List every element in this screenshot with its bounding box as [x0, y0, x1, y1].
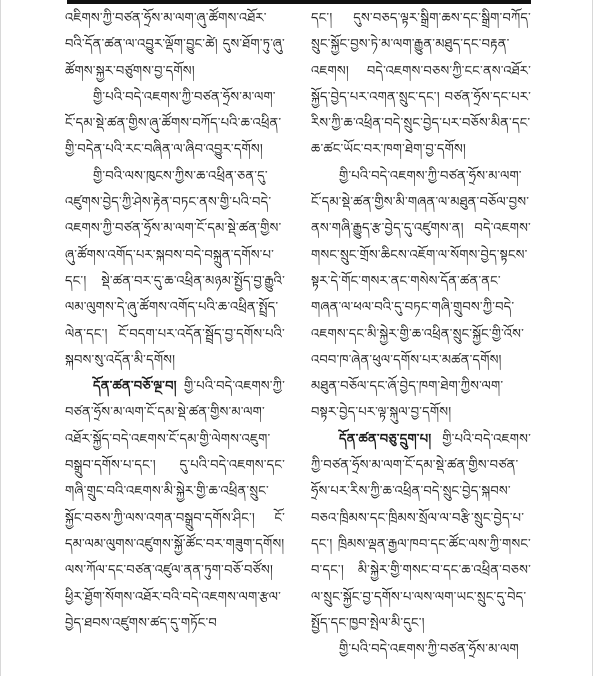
- paragraph: དང་། དུས་བཅད་ལྟར་སྒྲིག་ཆས་དང་སྒྲིག་བཀོད་སྲུང་སྐྱོང་བྱས་ཏེ་མ་ལག་རྒྱུན་མཐུད་དང་བརྟན་འཇགས། བདེ་འཇགས་བཅས་ཀྱི་ངང་ནས་འཐོར་སྐྱོད་བྱེད་པར་འགན་སྲུང་དང་། བཙན་ཧྲོས་དང་པར་རིས་ཀྱི་ཆ་འཕྲིན་བདེ་སྲུང་བྱེད་པར་བཅོས་མིན་དང་ཆ་ཚང་ཡོང་བར་ཁག་ཐེག་བྱ་དགོས།: [311, 11, 531, 158]
- paragraph: [65, 374, 285, 637]
- article-heading: དོན་ཚན་བཅོ་ལྔ་བ།: [93, 379, 184, 395]
- paragraph: གྱི་པའི་བདེ་འཇགས་ཀྱི་བཙན་ཧྲོས་མ་ལག་ངོ་དམ་སྡེ་ཚན་གྱིས་ཞུ་ཚོགས་བཀོད་པའི་ཆ་འཕྲིན་གྱི་བདེན་པའི་རང་བཞིན་ལ་ཞིབ་འབྱུར་དགོས།: [65, 89, 282, 158]
- article-heading: དོན་ཚན་བཅུ་དྲུག་པ།: [339, 431, 443, 447]
- paragraph: གྱི་པའི་བདེ་འཇགས་ཀྱི་བཙན་ཧྲོས་མ་ལག: [339, 642, 519, 658]
- top-rule: [67, 0, 531, 4]
- article-body: གྱི་པའི་བདེ་འཇགས་ཀྱི་བཙན་ཧྲོས་མ་ལག་ངོ་དམ་སྡེ་ཚན་གྱིས་མ་ལག་འཐོར་སྐྱོད་བདེ་འཇགས་ངོ་དམ་གྱི་ལེགས་འཇུག་བསྒྲུབ་དགོས་པ་དང་། དུ་པའི་བདེ་འཇགས་དང་གཞི་གྲུང་བའི་འཇགས་མི་སྐྱེར་གྱི་ཆ་འཕྲིན་སྲུང་སྐྱོང་བཅས་ཀྱི་ལས་འགན་བསྒྲུབ་དགོས་ཤིང་། ངོ་དམ་ལམ་ལུགས་འཛུགས་སྐྱོ་ཚོང་བར་གཟུག་དགོས། ལས་ཀོལ་དང་བཙན་འཛུལ་ནན་ཏུག་བཅོ་བཙོས། ཕྱིར་ཐྱོག་སོགས་འཐོར་བའི་བདེ་འཇགས་ལག་རྩལ་བྱེད་ཐབས་འཛུགས་ཚད་དུ་གཏོང་བ: [65, 379, 285, 631]
- right-column: [311, 6, 531, 676]
- paragraph: གྱི་པའི་བདེ་འཇགས་ཀྱི་བཙན་ཧྲོས་མ་ལག་ངོ་དམ་སྡེ་ཚན་གྱིས་མི་གཞན་ལ་མཐུན་བཅོལ་བྱས་ནས་གཞི་རྒྱུད་རྩ་བྱེད་དུ་འཛུགས་ན། བདེ་འཇགས་གསང་སྲུང་གྲོས་ཆིངས་འཇོག་ལ་སོགས་བྱེད་སྟངས་སྟར་དེ་གོང་གསར་ནང་གསེས་དོན་ཚན་ནང་གཞན་ལ་ཕལ་བའི་དུ་བཏང་གཞི་གྲུབས་ཀྱི་བདེ་འཇགས་དང་མི་སྐྱེར་གྱི་ཆ་འཕྲིན་སྲུང་སྐྱོང་གྱི་འོས་འབབ་ཁ་ཞེན་ཕུལ་དགོས་པར་མཚན་དགོས། མཐུན་བཅོལ་དང་ཞོ་བྱེད་ཁག་ཐེག་ཀྱིས་ལག་བསྟར་བྱེད་པར་ལྟ་སྐུལ་བྱ་དགོས།: [311, 168, 531, 421]
- left-column: [65, 6, 285, 676]
- article-body: གྱི་པའི་བདེ་འཇགས་ཀྱི་བཙན་ཧྲོས་མ་ལག་ངོ་དམ་སྡེ་ཚན་གྱིས་བཙན་ཧྲོས་པར་རིས་ཀྱི་ཆ་འཕྲིན་བདེ་སྲུང་བྱེད་སྐབས་བཅའ་ཁྲིམས་དང་ཁྲིམས་སྲོལ་ལ་བརྩི་སྲུང་བྱེད་པ་དང་། ཁྲིམས་ལྡན་རྒྱལ་ཁབ་དང་ཚོང་ལས་ཀྱི་གསང་བ་དང་། མི་སྐྱེར་གྱི་གསང་བ་དང་ཆ་འཕྲིན་བཅས་ལ་སྲུང་སྐྱོང་བྱ་དགོས་པ་ལས་ལག་ཡང་སྲུང་དུ་བེད་སྤྱོད་དང་ཁྱབ་སྤེལ་མི་དུང་།: [311, 431, 531, 631]
- paragraph: འཇིགས་ཀྱི་བཙན་ཧྲོས་མ་ལག་ཞུ་ཚོགས་འཐོར་བའི་དོན་ཚན་ལ་འབྱུར་ལྡོག་བྱུང་ཚེ། དུས་ཐོག་ཏུ་ཞུ་ཚོགས་སྐྱར་བཙུགས་བྱ་དགོས།: [65, 11, 285, 79]
- paragraph: གྱི་བའི་ལས་ཁུངས་ཀྱིས་ཆ་འཕྲིན་ཅན་དུ་འཛུགས་བྱེད་ཀྱི་ཤེས་རྟེན་བཏང་ནས་གྱི་པའི་བདེ་འཇགས་ཀྱི་བཙན་ཧྲོས་མ་ལག་ངོ་དམ་སྡེ་ཚན་གྱིས་ཞུ་ཚོགས་འགོད་པར་སྐབས་བདེ་བསྐྲུན་དགོས་པ་དང་། སྡེ་ཚན་བར་དུ་ཆ་འཕྲིན་མཉམ་སྤྱོད་བྱ་རྒྱུའི་ལམ་ལུགས་དེ་ཞུ་ཚོགས་འགོད་པའི་ཆ་འཕྲིན་སྤྲོད་ལེན་དང་། ངོ་བདག་པར་འདོན་སྦྲོད་བྱ་དགོས་པའི་སྐབས་སུ་འདོན་མི་དགོས།: [65, 168, 285, 368]
- paragraph: [311, 427, 531, 637]
